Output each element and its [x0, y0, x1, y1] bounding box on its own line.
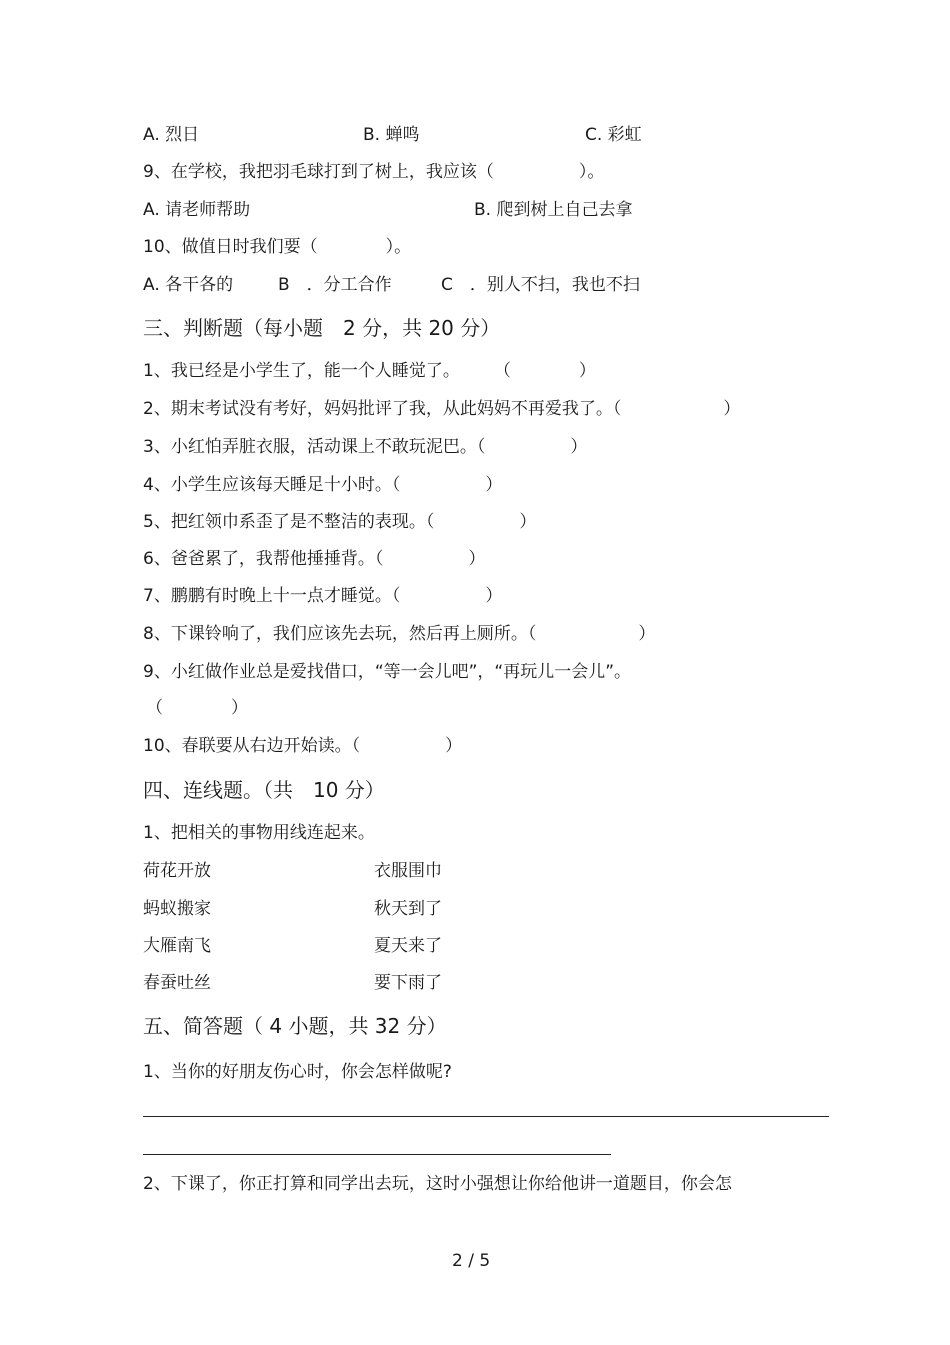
judge-item-3: 3、小红怕弄脏衣服，活动课上不敢玩泥巴。（ ）: [143, 437, 588, 457]
section-5-title: 五、简答题（ 4 小题，共 32 分）: [143, 1014, 447, 1038]
q9-question: 9、在学校，我把羽毛球打到了树上，我应该（ ）。: [143, 162, 605, 182]
judge-item-9-bracket: （ ）: [146, 698, 248, 718]
section-3-title: 三、判断题（每小题 2 分，共 20 分）: [143, 316, 501, 340]
q8-option-b: B. 蝉鸣: [363, 125, 420, 145]
matching-left-item: 大雁南飞: [143, 936, 211, 956]
judge-item-6: 6、爸爸累了，我帮他捶捶背。（ ）: [143, 549, 486, 569]
q9-option-b: B. 爬到树上自己去拿: [474, 200, 633, 220]
q10-option-b: B ．分工合作: [278, 275, 392, 295]
matching-left-item: 春蚕吐丝: [143, 973, 211, 993]
judge-item-9: 9、小红做作业总是爱找借口，“等一会儿吧”，“再玩儿一会儿”。: [143, 662, 632, 682]
short-answer-q2: 2、下课了，你正打算和同学出去玩，这时小强想让你给他讲一道题目，你会怎: [143, 1174, 732, 1194]
q9-option-a: A. 请老师帮助: [143, 200, 251, 220]
q8-option-c: C. 彩虹: [585, 125, 642, 145]
judge-item-4: 4、小学生应该每天睡足十小时。（ ）: [143, 475, 503, 495]
judge-item-1: 1、我已经是小学生了，能一个人睡觉了。 （ ）: [143, 361, 596, 381]
matching-right-item: 秋天到了: [374, 899, 442, 919]
q10-option-c: C ．别人不扫，我也不扫: [441, 275, 640, 295]
short-answer-q1: 1、当你的好朋友伤心时，你会怎样做呢?: [143, 1062, 452, 1082]
matching-right-item: 夏天来了: [374, 936, 442, 956]
judge-item-8: 8、下课铃响了，我们应该先去玩，然后再上厕所。（ ）: [143, 624, 656, 644]
judge-item-10: 10、春联要从右边开始读。（ ）: [143, 736, 463, 756]
q10-question: 10、做值日时我们要（ ）。: [143, 237, 412, 257]
answer-line: [143, 1116, 829, 1117]
section-4-title: 四、连线题。（共 10 分）: [143, 778, 385, 802]
judge-item-2: 2、期末考试没有考好，妈妈批评了我，从此妈妈不再爱我了。（ ）: [143, 399, 741, 419]
matching-instruction: 1、把相关的事物用线连起来。: [143, 823, 375, 843]
q8-option-a: A. 烈日: [143, 125, 200, 145]
judge-item-7: 7、鹏鹏有时晚上十一点才睡觉。（ ）: [143, 586, 503, 606]
page-number: 2 / 5: [452, 1251, 491, 1271]
answer-line: [143, 1154, 611, 1155]
judge-item-5: 5、把红领巾系歪了是不整洁的表现。（ ）: [143, 512, 537, 532]
matching-right-item: 要下雨了: [374, 973, 442, 993]
q10-option-a: A. 各干各的: [143, 275, 234, 295]
matching-left-item: 蚂蚁搬家: [143, 899, 211, 919]
matching-left-item: 荷花开放: [143, 861, 211, 881]
matching-right-item: 衣服围巾: [374, 861, 442, 881]
